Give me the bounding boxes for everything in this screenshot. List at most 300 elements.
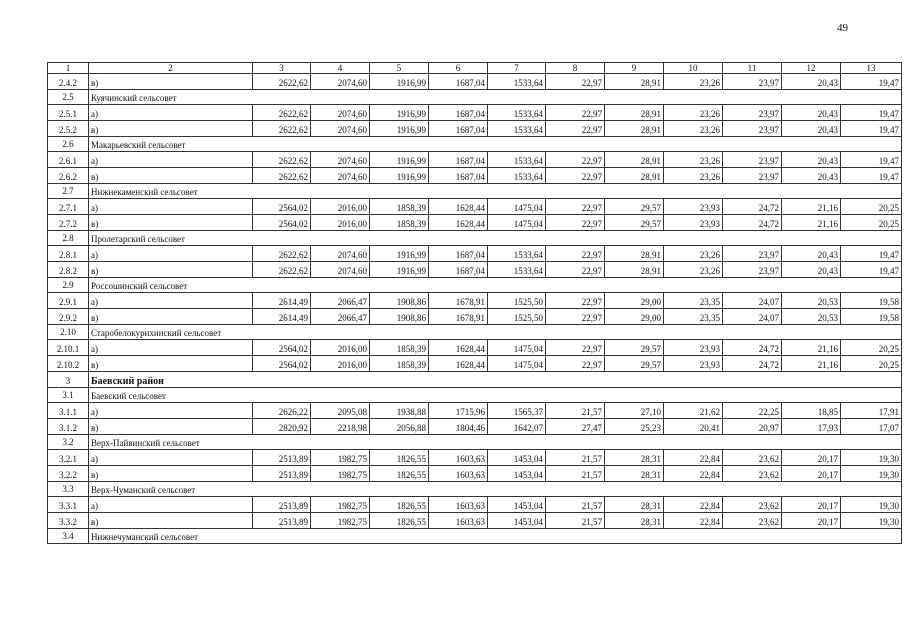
value-cell: 1858,39 — [370, 215, 429, 231]
value-cell: 2622,62 — [253, 246, 311, 262]
value-cell: 2513,89 — [253, 450, 311, 466]
section-title: Старобелокурихинский сельсовет — [89, 325, 902, 340]
section-row — [48, 482, 902, 497]
value-cell: 19,58 — [841, 309, 902, 325]
value-cell: 24,07 — [723, 309, 782, 325]
row-code: 3.2.2 — [48, 466, 89, 482]
value-cell: 2614,49 — [253, 309, 311, 325]
value-cell: 20,97 — [723, 419, 782, 435]
value-cell: 1916,99 — [370, 168, 429, 184]
row-code: 2.10.1 — [48, 340, 89, 356]
value-cell: 2218,98 — [311, 419, 370, 435]
row-code: 2.6.1 — [48, 152, 89, 168]
row-code: 2.8.1 — [48, 246, 89, 262]
value-cell: 1938,88 — [370, 403, 429, 419]
section-row — [48, 529, 902, 544]
value-cell: 1908,86 — [370, 293, 429, 309]
value-cell: 1715,96 — [429, 403, 488, 419]
value-cell: 22,97 — [546, 246, 605, 262]
row-code: 2.5 — [48, 90, 89, 105]
value-cell: 21,57 — [546, 466, 605, 482]
section-row — [48, 435, 902, 450]
value-cell: 22,84 — [664, 497, 723, 513]
section-row — [48, 388, 902, 403]
row-code: 2.7.2 — [48, 215, 89, 231]
value-cell: 23,62 — [723, 466, 782, 482]
value-cell: 29,57 — [605, 199, 664, 215]
row-variant: а) — [89, 497, 253, 513]
value-cell: 1982,75 — [311, 450, 370, 466]
value-cell: 18,85 — [782, 403, 841, 419]
value-cell: 21,16 — [782, 340, 841, 356]
row-code: 3.3.1 — [48, 497, 89, 513]
value-cell: 28,91 — [605, 262, 664, 278]
value-cell: 20,25 — [841, 215, 902, 231]
value-cell: 24,72 — [723, 340, 782, 356]
value-cell: 2564,02 — [253, 356, 311, 372]
value-cell: 1533,64 — [488, 246, 546, 262]
table-row — [48, 246, 902, 262]
value-cell: 1826,55 — [370, 450, 429, 466]
row-code: 3.1 — [48, 388, 89, 403]
value-cell: 2074,60 — [311, 168, 370, 184]
row-code: 2.9.2 — [48, 309, 89, 325]
value-cell: 21,57 — [546, 403, 605, 419]
section-title: Пролетарский сельсовет — [89, 231, 902, 246]
value-cell: 2820,92 — [253, 419, 311, 435]
value-cell: 2622,62 — [253, 168, 311, 184]
section-title: Куячинский сельсовет — [89, 90, 902, 105]
value-cell: 19,47 — [841, 262, 902, 278]
value-cell: 1628,44 — [429, 340, 488, 356]
value-cell: 20,17 — [782, 450, 841, 466]
value-cell: 1678,91 — [429, 293, 488, 309]
value-cell: 2066,47 — [311, 293, 370, 309]
row-variant: в) — [89, 309, 253, 325]
column-number: 1 — [48, 63, 89, 74]
row-variant: а) — [89, 246, 253, 262]
table-row — [48, 74, 902, 90]
table-row — [48, 262, 902, 278]
value-cell: 24,07 — [723, 293, 782, 309]
value-cell: 1475,04 — [488, 340, 546, 356]
value-cell: 17,91 — [841, 403, 902, 419]
value-cell: 1687,04 — [429, 246, 488, 262]
value-cell: 23,26 — [664, 168, 723, 184]
value-cell: 23,97 — [723, 74, 782, 90]
value-cell: 28,31 — [605, 513, 664, 529]
value-cell: 22,97 — [546, 215, 605, 231]
row-code: 2.6 — [48, 137, 89, 152]
value-cell: 2095,08 — [311, 403, 370, 419]
row-variant: в) — [89, 356, 253, 372]
section-title: Россошинский сельсовет — [89, 278, 902, 293]
value-cell: 22,97 — [546, 356, 605, 372]
value-cell: 19,58 — [841, 293, 902, 309]
value-cell: 23,26 — [664, 246, 723, 262]
value-cell: 1687,04 — [429, 74, 488, 90]
value-cell: 28,91 — [605, 105, 664, 121]
value-cell: 19,47 — [841, 246, 902, 262]
value-cell: 23,35 — [664, 309, 723, 325]
value-cell: 19,47 — [841, 168, 902, 184]
row-variant: а) — [89, 293, 253, 309]
column-number: 13 — [841, 63, 902, 74]
column-number: 2 — [89, 63, 253, 74]
value-cell: 2622,62 — [253, 74, 311, 90]
value-cell: 20,43 — [782, 105, 841, 121]
table-row — [48, 293, 902, 309]
column-number: 10 — [664, 63, 723, 74]
value-cell: 1916,99 — [370, 74, 429, 90]
value-cell: 2564,02 — [253, 215, 311, 231]
table-body — [48, 63, 902, 544]
value-cell: 23,26 — [664, 262, 723, 278]
row-variant: а) — [89, 403, 253, 419]
value-cell: 1603,63 — [429, 513, 488, 529]
value-cell: 2626,22 — [253, 403, 311, 419]
value-cell: 23,62 — [723, 497, 782, 513]
value-cell: 19,47 — [841, 152, 902, 168]
value-cell: 19,47 — [841, 74, 902, 90]
column-number: 9 — [605, 63, 664, 74]
value-cell: 23,97 — [723, 262, 782, 278]
section-row — [48, 137, 902, 152]
value-cell: 20,17 — [782, 466, 841, 482]
value-cell: 1533,64 — [488, 262, 546, 278]
value-cell: 22,97 — [546, 340, 605, 356]
value-cell: 23,97 — [723, 152, 782, 168]
value-cell: 22,97 — [546, 168, 605, 184]
value-cell: 22,97 — [546, 262, 605, 278]
value-cell: 23,93 — [664, 356, 723, 372]
value-cell: 29,57 — [605, 215, 664, 231]
value-cell: 1603,63 — [429, 497, 488, 513]
value-cell: 1916,99 — [370, 152, 429, 168]
value-cell: 1642,07 — [488, 419, 546, 435]
value-cell: 23,26 — [664, 105, 723, 121]
table-row — [48, 466, 902, 482]
value-cell: 23,26 — [664, 74, 723, 90]
value-cell: 1525,50 — [488, 293, 546, 309]
value-cell: 19,30 — [841, 513, 902, 529]
table-row — [48, 309, 902, 325]
value-cell: 1916,99 — [370, 105, 429, 121]
row-variant: а) — [89, 199, 253, 215]
value-cell: 22,84 — [664, 513, 723, 529]
row-code: 2.10 — [48, 325, 89, 340]
value-cell: 1565,37 — [488, 403, 546, 419]
value-cell: 21,16 — [782, 199, 841, 215]
row-code: 2.7.1 — [48, 199, 89, 215]
section-title: Нижнекаменский сельсовет — [89, 184, 902, 199]
value-cell: 1982,75 — [311, 513, 370, 529]
value-cell: 2074,60 — [311, 121, 370, 137]
value-cell: 2622,62 — [253, 262, 311, 278]
tariff-table — [47, 62, 902, 544]
column-number: 7 — [488, 63, 546, 74]
table-row — [48, 199, 902, 215]
column-number: 11 — [723, 63, 782, 74]
value-cell: 23,93 — [664, 340, 723, 356]
row-code: 2.9.1 — [48, 293, 89, 309]
value-cell: 21,57 — [546, 513, 605, 529]
value-cell: 20,41 — [664, 419, 723, 435]
section-row — [48, 184, 902, 199]
section-title: Макарьевский сельсовет — [89, 137, 902, 152]
column-number: 4 — [311, 63, 370, 74]
row-variant: в) — [89, 121, 253, 137]
value-cell: 28,91 — [605, 121, 664, 137]
value-cell: 17,07 — [841, 419, 902, 435]
row-code: 3.2 — [48, 435, 89, 450]
value-cell: 1982,75 — [311, 497, 370, 513]
value-cell: 23,93 — [664, 199, 723, 215]
table-row — [48, 340, 902, 356]
value-cell: 27,47 — [546, 419, 605, 435]
value-cell: 20,43 — [782, 262, 841, 278]
value-cell: 21,16 — [782, 215, 841, 231]
row-code: 3.2.1 — [48, 450, 89, 466]
value-cell: 23,62 — [723, 450, 782, 466]
row-variant: в) — [89, 215, 253, 231]
value-cell: 20,17 — [782, 513, 841, 529]
row-code: 3.1.2 — [48, 419, 89, 435]
section-title: Баевский сельсовет — [89, 388, 902, 403]
value-cell: 21,57 — [546, 497, 605, 513]
value-cell: 21,62 — [664, 403, 723, 419]
value-cell: 19,30 — [841, 450, 902, 466]
row-code: 2.5.2 — [48, 121, 89, 137]
row-code: 3.3.2 — [48, 513, 89, 529]
value-cell: 20,53 — [782, 293, 841, 309]
value-cell: 1533,64 — [488, 74, 546, 90]
column-number: 5 — [370, 63, 429, 74]
value-cell: 23,97 — [723, 246, 782, 262]
row-variant: в) — [89, 419, 253, 435]
value-cell: 20,43 — [782, 74, 841, 90]
value-cell: 1475,04 — [488, 356, 546, 372]
value-cell: 1603,63 — [429, 466, 488, 482]
row-code: 2.7 — [48, 184, 89, 199]
value-cell: 23,97 — [723, 168, 782, 184]
value-cell: 28,91 — [605, 168, 664, 184]
value-cell: 1533,64 — [488, 105, 546, 121]
table-row — [48, 121, 902, 137]
value-cell: 1533,64 — [488, 121, 546, 137]
column-number: 6 — [429, 63, 488, 74]
value-cell: 20,17 — [782, 497, 841, 513]
value-cell: 29,57 — [605, 356, 664, 372]
value-cell: 24,72 — [723, 356, 782, 372]
table-row — [48, 356, 902, 372]
section-row — [48, 90, 902, 105]
value-cell: 19,30 — [841, 466, 902, 482]
value-cell: 2056,88 — [370, 419, 429, 435]
value-cell: 24,72 — [723, 215, 782, 231]
value-cell: 23,97 — [723, 121, 782, 137]
value-cell: 20,25 — [841, 356, 902, 372]
value-cell: 17,93 — [782, 419, 841, 435]
value-cell: 1916,99 — [370, 121, 429, 137]
value-cell: 23,93 — [664, 215, 723, 231]
value-cell: 22,97 — [546, 152, 605, 168]
row-code: 2.8.2 — [48, 262, 89, 278]
value-cell: 1453,04 — [488, 497, 546, 513]
row-variant: в) — [89, 262, 253, 278]
row-variant: а) — [89, 152, 253, 168]
value-cell: 22,97 — [546, 293, 605, 309]
value-cell: 1826,55 — [370, 466, 429, 482]
value-cell: 1533,64 — [488, 152, 546, 168]
row-variant: а) — [89, 105, 253, 121]
value-cell: 28,31 — [605, 497, 664, 513]
section-row — [48, 231, 902, 246]
row-variant: а) — [89, 450, 253, 466]
table-row — [48, 450, 902, 466]
value-cell: 1453,04 — [488, 466, 546, 482]
value-cell: 2066,47 — [311, 309, 370, 325]
value-cell: 1982,75 — [311, 466, 370, 482]
value-cell: 2074,60 — [311, 246, 370, 262]
column-number-row — [48, 63, 902, 74]
row-code: 2.4.2 — [48, 74, 89, 90]
value-cell: 1858,39 — [370, 340, 429, 356]
row-code: 3 — [48, 372, 89, 388]
section-title: Верх-Пайвинский сельсовет — [89, 435, 902, 450]
table-row — [48, 168, 902, 184]
column-number: 3 — [253, 63, 311, 74]
row-code: 3.1.1 — [48, 403, 89, 419]
value-cell: 2074,60 — [311, 105, 370, 121]
value-cell: 1475,04 — [488, 215, 546, 231]
value-cell: 2622,62 — [253, 152, 311, 168]
district-title: Баевский район — [89, 372, 902, 388]
value-cell: 1628,44 — [429, 215, 488, 231]
value-cell: 25,23 — [605, 419, 664, 435]
row-code: 2.8 — [48, 231, 89, 246]
value-cell: 28,31 — [605, 466, 664, 482]
value-cell: 2564,02 — [253, 199, 311, 215]
row-variant: в) — [89, 74, 253, 90]
value-cell: 1804,46 — [429, 419, 488, 435]
value-cell: 29,57 — [605, 340, 664, 356]
value-cell: 2622,62 — [253, 121, 311, 137]
value-cell: 2622,62 — [253, 105, 311, 121]
value-cell: 20,43 — [782, 168, 841, 184]
section-title: Верх-Чуманский сельсовет — [89, 482, 902, 497]
table-row — [48, 497, 902, 513]
value-cell: 22,84 — [664, 466, 723, 482]
row-code: 3.3 — [48, 482, 89, 497]
value-cell: 28,91 — [605, 152, 664, 168]
value-cell: 21,16 — [782, 356, 841, 372]
column-number: 12 — [782, 63, 841, 74]
value-cell: 1916,99 — [370, 262, 429, 278]
table-row — [48, 152, 902, 168]
section-row — [48, 278, 902, 293]
value-cell: 23,62 — [723, 513, 782, 529]
value-cell: 1858,39 — [370, 356, 429, 372]
row-code: 2.9 — [48, 278, 89, 293]
value-cell: 1453,04 — [488, 450, 546, 466]
value-cell: 1525,50 — [488, 309, 546, 325]
column-number: 8 — [546, 63, 605, 74]
value-cell: 23,35 — [664, 293, 723, 309]
value-cell: 1687,04 — [429, 262, 488, 278]
value-cell: 20,43 — [782, 152, 841, 168]
value-cell: 2564,02 — [253, 340, 311, 356]
value-cell: 2074,60 — [311, 74, 370, 90]
row-variant: в) — [89, 168, 253, 184]
value-cell: 2513,89 — [253, 466, 311, 482]
value-cell: 20,43 — [782, 246, 841, 262]
page-number: 49 — [837, 22, 848, 34]
section-row — [48, 325, 902, 340]
row-code: 2.10.2 — [48, 356, 89, 372]
value-cell: 20,25 — [841, 199, 902, 215]
value-cell: 1687,04 — [429, 168, 488, 184]
value-cell: 29,00 — [605, 309, 664, 325]
table-row — [48, 105, 902, 121]
value-cell: 2513,89 — [253, 497, 311, 513]
value-cell: 27,10 — [605, 403, 664, 419]
row-variant: а) — [89, 340, 253, 356]
value-cell: 22,97 — [546, 105, 605, 121]
value-cell: 22,97 — [546, 121, 605, 137]
value-cell: 23,97 — [723, 105, 782, 121]
table-row — [48, 513, 902, 529]
value-cell: 23,26 — [664, 152, 723, 168]
value-cell: 19,30 — [841, 497, 902, 513]
value-cell: 1687,04 — [429, 152, 488, 168]
row-code: 2.6.2 — [48, 168, 89, 184]
value-cell: 20,25 — [841, 340, 902, 356]
value-cell: 22,84 — [664, 450, 723, 466]
value-cell: 1826,55 — [370, 497, 429, 513]
table-row — [48, 403, 902, 419]
value-cell: 2016,00 — [311, 356, 370, 372]
value-cell: 22,25 — [723, 403, 782, 419]
value-cell: 1628,44 — [429, 199, 488, 215]
value-cell: 22,97 — [546, 309, 605, 325]
district-row — [48, 372, 902, 388]
value-cell: 1475,04 — [488, 199, 546, 215]
value-cell: 2016,00 — [311, 340, 370, 356]
value-cell: 20,43 — [782, 121, 841, 137]
value-cell: 19,47 — [841, 105, 902, 121]
value-cell: 22,97 — [546, 74, 605, 90]
value-cell: 1678,91 — [429, 309, 488, 325]
value-cell: 2016,00 — [311, 199, 370, 215]
value-cell: 28,91 — [605, 246, 664, 262]
value-cell: 1687,04 — [429, 121, 488, 137]
table-row — [48, 419, 902, 435]
value-cell: 1453,04 — [488, 513, 546, 529]
value-cell: 2074,60 — [311, 262, 370, 278]
value-cell: 19,47 — [841, 121, 902, 137]
value-cell: 21,57 — [546, 450, 605, 466]
row-code: 2.5.1 — [48, 105, 89, 121]
value-cell: 1687,04 — [429, 105, 488, 121]
row-code: 3.4 — [48, 529, 89, 544]
value-cell: 2016,00 — [311, 215, 370, 231]
section-title: Нижнечуманский сельсовет — [89, 529, 902, 544]
value-cell: 1908,86 — [370, 309, 429, 325]
value-cell: 1916,99 — [370, 246, 429, 262]
value-cell: 28,91 — [605, 74, 664, 90]
row-variant: в) — [89, 513, 253, 529]
